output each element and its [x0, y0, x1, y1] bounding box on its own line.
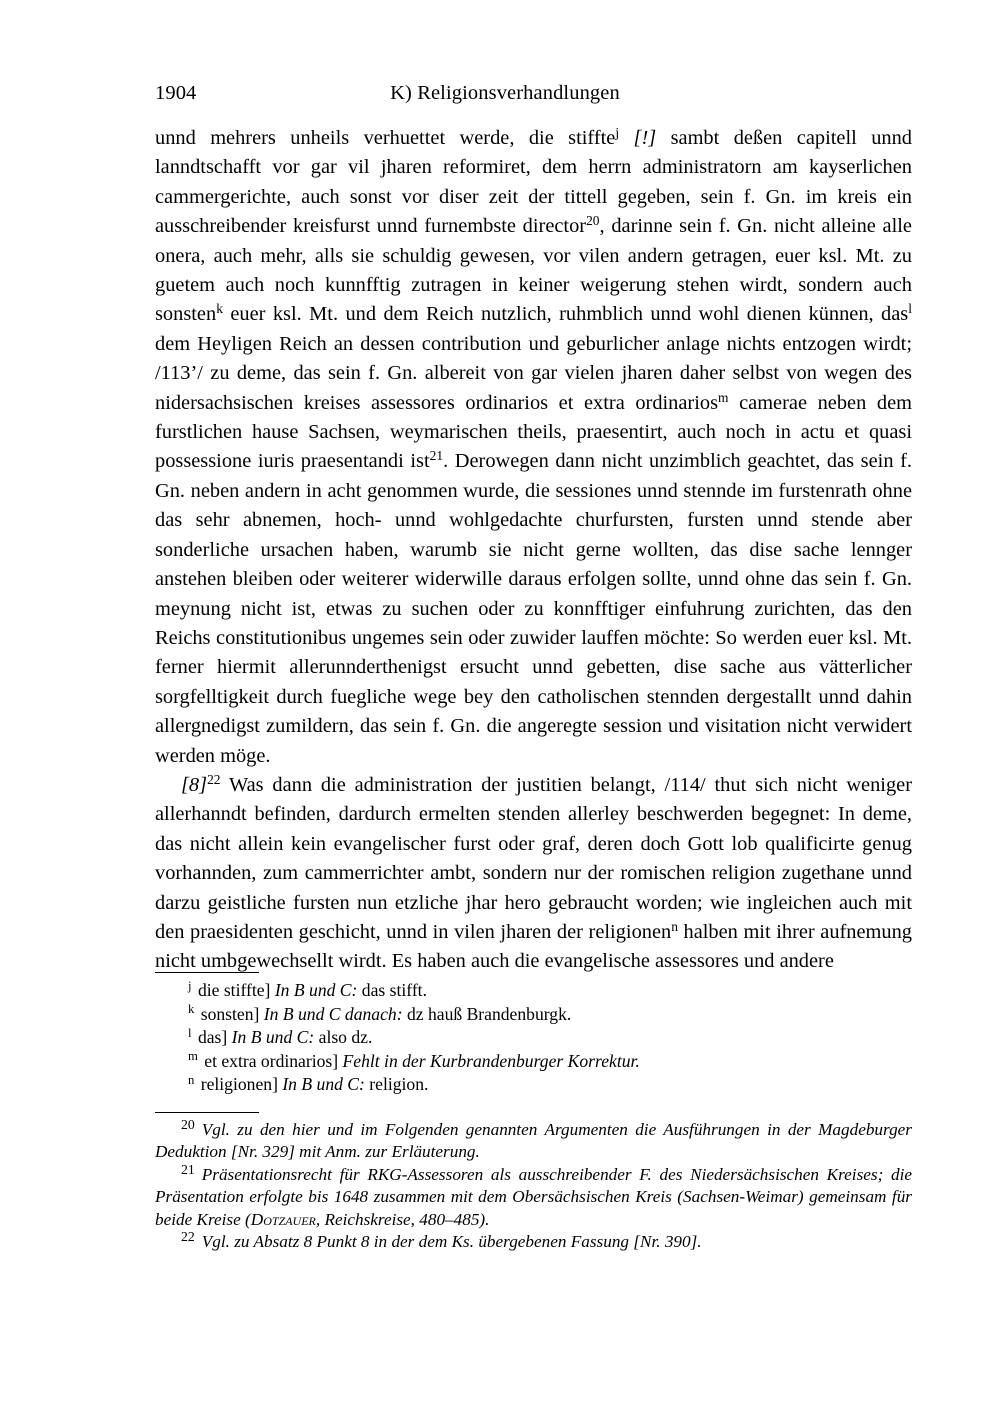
plain-text: halben mit ihrer aufnemung nicht umbgewechsellt wirdt. Es haben auch die evangelische assessores und andere: [155, 920, 912, 973]
footnote-entry: [155, 1231, 912, 1253]
running-head: [155, 80, 855, 106]
apparatus-rule: [155, 972, 259, 973]
footnote-rule: [155, 1112, 259, 1113]
note-reference: 20: [586, 213, 600, 229]
italic-text: [8]: [181, 773, 208, 796]
footnote-number: 21: [181, 1162, 195, 1178]
apparatus-entry: [155, 1050, 912, 1074]
page-number: 1904: [155, 82, 197, 104]
paragraph-2: [155, 771, 912, 977]
paragraph-1: [155, 124, 912, 771]
footnote-number: 20: [181, 1117, 195, 1133]
italic-text: In B und C:: [277, 1074, 365, 1095]
running-title: K) Religionsverhandlungen: [390, 82, 620, 104]
note-reference: 22: [207, 771, 221, 787]
plain-text: sonsten]: [200, 1003, 260, 1024]
plain-text: dz hauß Brandenburgk.: [402, 1003, 572, 1024]
footnote-apparatus: [155, 1112, 912, 1253]
note-reference: k: [216, 301, 223, 317]
note-reference: j: [615, 125, 620, 140]
plain-text: camerae neben dem furstlichen hause Sachsen, weymarischen theils, praesentirt, auch noch in actu et quasi possessione iuris praesentandi ist: [155, 391, 912, 473]
plain-text: , darinne sein f. Gn. nicht alleine alle onera, auch mehr, alls sie schuldig gewesen, vor vilen andern getragen, euer ksl. Mt. zu guetem auch noch kunnfftig zutragen in keiner weigerung stehen wirdt, sondern auch sonsten: [155, 215, 912, 326]
plain-text: das]: [197, 1027, 228, 1048]
apparatus-entry: [155, 1026, 912, 1050]
plain-text: sambt deßen capitell unnd lanndtschafft vor gar vil jharen reformiret, dem herrn administratorn am kayserlichen cammergerichte, auch sonst vor diser zeit der tittell gegeben, sein f. Gn. im kreis ein ausschreibender kreisfurst unnd furnembste director: [155, 127, 912, 238]
note-reference: 21: [429, 448, 444, 464]
plain-text: das stifft.: [357, 980, 427, 1000]
apparatus-sigil: j: [188, 978, 192, 993]
small-caps-name: Dotzauer: [250, 1209, 316, 1229]
footnote-entry: [155, 1119, 912, 1164]
note-reference: n: [671, 918, 678, 934]
plain-text: die stiffte]: [197, 980, 271, 1000]
apparatus-entry: [155, 1073, 912, 1097]
variant-apparatus: [155, 972, 912, 1097]
note-reference: l: [908, 301, 912, 317]
plain-text: dem Heyligen Reich an dessen contribution und geburlicher anlage nichts entzogen wirdt; /113’/ zu deme, das sein f. Gn. albereit von gar vielen jharen daher selbst von wegen des nidersachsischen kreises assessores ordinarios et extra ordinarios: [155, 332, 912, 414]
apparatus-sigil: l: [188, 1025, 192, 1040]
plain-text: also dz.: [314, 1027, 373, 1048]
italic-text: Fehlt in der Kurbrandenburger Korrektur.: [338, 1050, 640, 1071]
note-reference: m: [718, 389, 729, 405]
plain-text: religionen]: [200, 1074, 278, 1095]
plain-text: et extra ordinarios]: [204, 1050, 339, 1071]
apparatus-sigil: m: [188, 1049, 198, 1064]
italic-text: Vgl. zu den hier und im Folgenden genannten Argumenten die Ausführungen in der Magdeburger Deduktion [Nr. 329] mit Anm. zur Erläuterung.: [155, 1120, 912, 1162]
apparatus-sigil: k: [188, 1002, 195, 1017]
apparatus-list: [155, 979, 912, 1097]
italic-text: , Reichskreise, 480–485).: [315, 1209, 490, 1229]
apparatus-sigil: n: [188, 1073, 195, 1088]
italic-text: In B und C:: [227, 1027, 315, 1048]
italic-text: In B und C danach:: [259, 1003, 403, 1024]
main-text-block: [155, 124, 912, 977]
plain-text: . Derowegen dann nicht unzimblich geachtet, das sein f. Gn. neben andern in acht genommen wurde, die sessiones unnd stennde im furstenrath ohne das sehr abnemen, hoch- unnd wohlgedachte churfursten, fursten unnd stende aber sonderliche ursachen haben, warumb sie nicht gerne wollten, das dise sache lennger anstehen bleiben oder weiterer widerwille daraus erfolgen sollte, unnd ohne das sein f. Gn. meynung nicht ist, etwas zu suchen oder zu konnfftiger einfuhrung zurichten, das den Reichs constitutionibus ungemes sein oder zuwider lauffen möchte: So werden euer ksl. Mt. ferner hiermit allerunnderthenigst ersucht unnd gebetten, dise sache aus vätterlicher sorgfelltigkeit durch fuegliche wege bey den catholischen stennden dergestallt unnd dahin allergnedigst zumildern, das sein f. Gn. die angeregte session und visitation nicht verwidert werden möge.: [155, 450, 913, 767]
italic-text: In B und C:: [270, 980, 358, 1000]
italic-text: [!]: [619, 127, 671, 149]
plain-text: Was dann die administration der justitien belangt, /114/ thut sich nicht weniger allerhanndt befinden, dardurch ermelten stenden allerley beschwerden begegnet: In deme, das nicht allein kein evangelischer furst oder graf, deren doch Gott lob qualificirte genug vorhannden, zum cammerrichter ambt, sondern nur der romischen religion zugethane unnd darzu geistliche fursten nun etzliche jhar hero gebraucht worden; wie ingleichen auch mit den praesidenten geschicht, unnd in vilen jharen der religionen: [155, 773, 912, 943]
footnote-number: 22: [181, 1229, 195, 1245]
italic-text: Präsentationsrecht für RKG-Assessoren als ausschreibender F. des Niedersächsischen Kreises; die Präsentation erfolgte bis 1648 zusammen mit dem Obersächsischen Kreis (Sachsen-Weimar) gemeinsam für beide Kreise (: [155, 1164, 912, 1229]
plain-text: euer ksl. Mt. und dem Reich nutzlich, ruhmblich unnd wohl dienen künnen, das: [222, 303, 909, 326]
plain-text: religion.: [364, 1074, 429, 1095]
italic-text: Vgl. zu Absatz 8 Punkt 8 in der dem Ks. übergebenen Fassung [Nr. 390].: [201, 1232, 702, 1252]
footnote-list: [155, 1119, 912, 1253]
footnote-entry: [155, 1164, 912, 1231]
plain-text: unnd mehrers unheils verhuettet werde, die stiffte: [155, 127, 616, 149]
apparatus-entry: [155, 1003, 912, 1027]
apparatus-entry: [155, 979, 912, 1003]
